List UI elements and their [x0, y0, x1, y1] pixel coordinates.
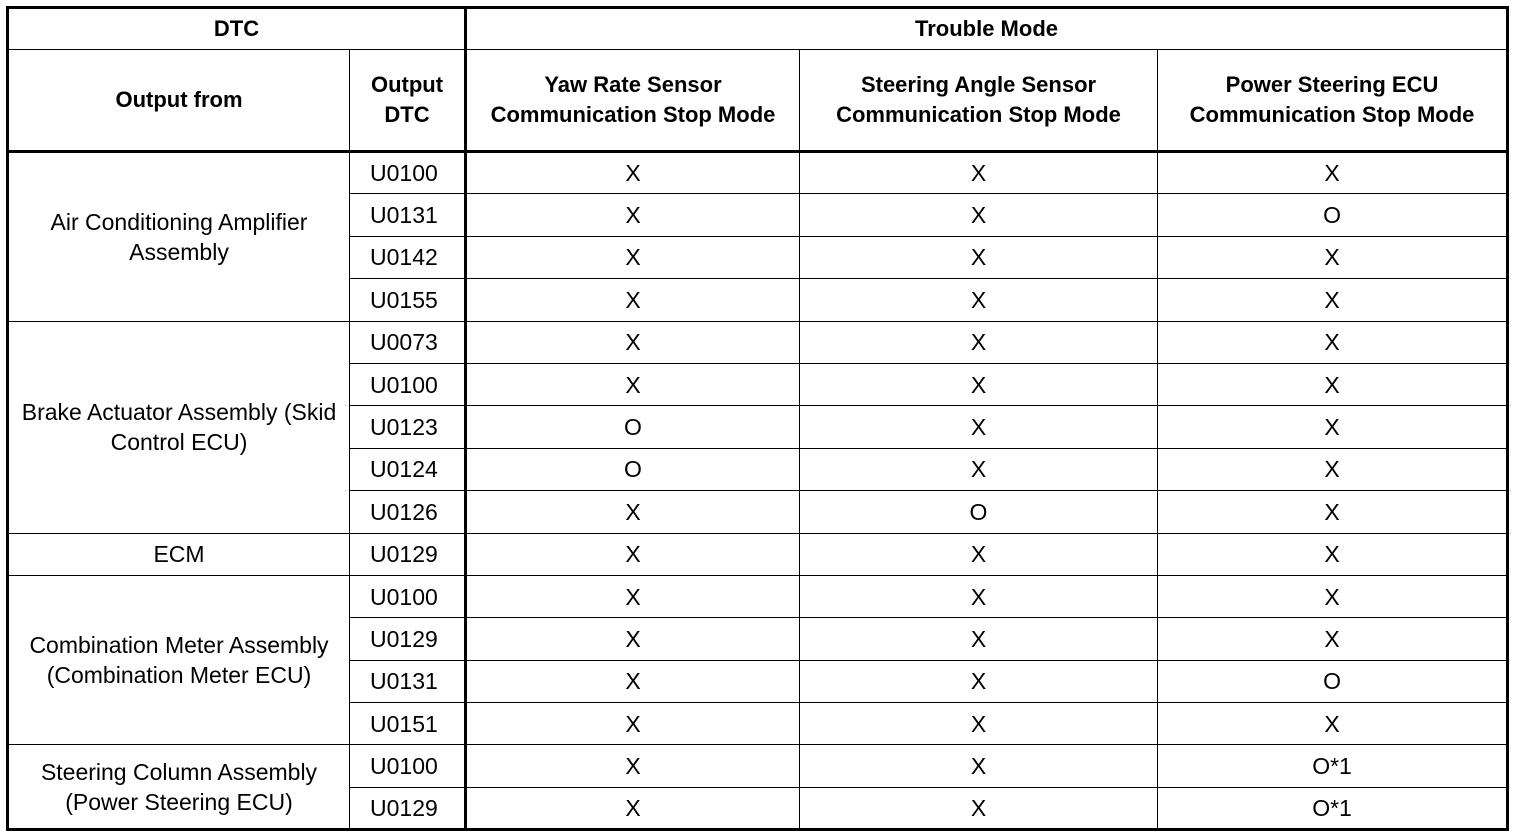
yaw-rate-mode-cell: X — [466, 321, 800, 363]
dtc-code-cell: U0100 — [350, 363, 466, 405]
power-steering-mode-cell: X — [1158, 618, 1508, 660]
output-from-cell: Steering Column Assembly (Power Steering ECU) — [8, 745, 350, 830]
power-steering-mode-cell: O — [1158, 194, 1508, 236]
table-row — [8, 575, 1508, 617]
dtc-code-cell: U0129 — [350, 533, 466, 575]
yaw-rate-mode-cell: X — [466, 660, 800, 702]
steering-angle-mode-cell: X — [800, 321, 1158, 363]
steering-angle-mode-cell: O — [800, 491, 1158, 533]
steering-angle-mode-cell: X — [800, 406, 1158, 448]
steering-angle-mode-cell: X — [800, 745, 1158, 787]
dtc-code-cell: U0124 — [350, 448, 466, 490]
yaw-rate-mode-cell: X — [466, 787, 800, 829]
yaw-rate-mode-cell: X — [466, 618, 800, 660]
power-steering-mode-cell: X — [1158, 279, 1508, 321]
power-steering-mode-cell: O*1 — [1158, 787, 1508, 829]
power-steering-mode-cell: X — [1158, 575, 1508, 617]
steering-angle-mode-cell: X — [800, 279, 1158, 321]
dtc-code-cell: U0100 — [350, 152, 466, 194]
steering-angle-mode-cell: X — [800, 660, 1158, 702]
yaw-rate-mode-cell: X — [466, 236, 800, 278]
steering-angle-mode-cell: X — [800, 194, 1158, 236]
yaw-rate-mode-cell: X — [466, 152, 800, 194]
power-steering-mode-cell: X — [1158, 236, 1508, 278]
header-output-dtc: Output DTC — [350, 50, 466, 152]
dtc-code-cell: U0123 — [350, 406, 466, 448]
power-steering-mode-cell: X — [1158, 363, 1508, 405]
yaw-rate-mode-cell: X — [466, 745, 800, 787]
dtc-code-cell: U0073 — [350, 321, 466, 363]
header-steering-angle-mode: Steering Angle Sensor Communication Stop Mode — [800, 50, 1158, 152]
yaw-rate-mode-cell: X — [466, 363, 800, 405]
yaw-rate-mode-cell: X — [466, 194, 800, 236]
output-from-cell: Air Conditioning Amplifier Assembly — [8, 152, 350, 322]
dtc-trouble-mode-table — [6, 6, 1509, 831]
header-power-steering-mode: Power Steering ECU Communication Stop Mode — [1158, 50, 1508, 152]
power-steering-mode-cell: O — [1158, 660, 1508, 702]
header-yaw-rate-mode: Yaw Rate Sensor Communication Stop Mode — [466, 50, 800, 152]
steering-angle-mode-cell: X — [800, 787, 1158, 829]
dtc-code-cell: U0129 — [350, 787, 466, 829]
power-steering-mode-cell: X — [1158, 406, 1508, 448]
steering-angle-mode-cell: X — [800, 703, 1158, 745]
power-steering-mode-cell: X — [1158, 321, 1508, 363]
table-row — [8, 152, 1508, 194]
power-steering-mode-cell: X — [1158, 448, 1508, 490]
dtc-code-cell: U0131 — [350, 660, 466, 702]
steering-angle-mode-cell: X — [800, 363, 1158, 405]
steering-angle-mode-cell: X — [800, 575, 1158, 617]
dtc-code-cell: U0129 — [350, 618, 466, 660]
yaw-rate-mode-cell: X — [466, 703, 800, 745]
table-row — [8, 321, 1508, 363]
header-trouble-mode: Trouble Mode — [466, 8, 1508, 50]
dtc-code-cell: U0142 — [350, 236, 466, 278]
dtc-code-cell: U0126 — [350, 491, 466, 533]
header-dtc: DTC — [8, 8, 466, 50]
dtc-code-cell: U0100 — [350, 575, 466, 617]
steering-angle-mode-cell: X — [800, 152, 1158, 194]
dtc-code-cell: U0151 — [350, 703, 466, 745]
yaw-rate-mode-cell: X — [466, 533, 800, 575]
dtc-code-cell: U0100 — [350, 745, 466, 787]
output-from-cell: Brake Actuator Assembly (Skid Control ECU) — [8, 321, 350, 533]
steering-angle-mode-cell: X — [800, 448, 1158, 490]
yaw-rate-mode-cell: X — [466, 279, 800, 321]
power-steering-mode-cell: X — [1158, 152, 1508, 194]
power-steering-mode-cell: X — [1158, 533, 1508, 575]
yaw-rate-mode-cell: X — [466, 575, 800, 617]
dtc-code-cell: U0155 — [350, 279, 466, 321]
power-steering-mode-cell: X — [1158, 491, 1508, 533]
output-from-cell: ECM — [8, 533, 350, 575]
output-from-cell: Combination Meter Assembly (Combination Meter ECU) — [8, 575, 350, 745]
yaw-rate-mode-cell: O — [466, 448, 800, 490]
steering-angle-mode-cell: X — [800, 236, 1158, 278]
power-steering-mode-cell: X — [1158, 703, 1508, 745]
dtc-code-cell: U0131 — [350, 194, 466, 236]
table-body — [8, 152, 1508, 830]
steering-angle-mode-cell: X — [800, 618, 1158, 660]
power-steering-mode-cell: O*1 — [1158, 745, 1508, 787]
table-row — [8, 533, 1508, 575]
steering-angle-mode-cell: X — [800, 533, 1158, 575]
table-row — [8, 745, 1508, 787]
yaw-rate-mode-cell: O — [466, 406, 800, 448]
header-output-from: Output from — [8, 50, 350, 152]
yaw-rate-mode-cell: X — [466, 491, 800, 533]
